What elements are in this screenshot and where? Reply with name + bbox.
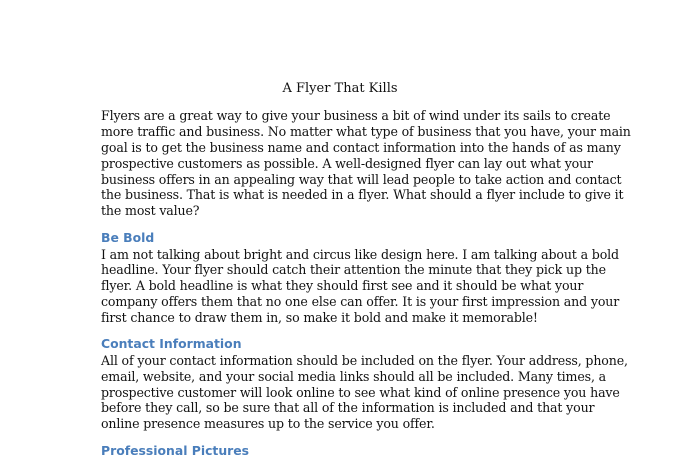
section-line: All of your contact information should be included on the flyer. Your address, phone,: [101, 353, 628, 368]
section-line: before they call, so be sure that all of the information is included and that your: [101, 400, 595, 415]
section-heading-contact-information: Contact Information: [101, 336, 242, 351]
intro-line: more traffic and business. No matter what type of business that you have, your main: [101, 124, 631, 139]
section-line: email, website, and your social media links should all be included. Many times, a: [101, 369, 607, 384]
section-line: I am not talking about bright and circus like design here. I am talking about a bold: [101, 247, 619, 262]
intro-line: business offers in an appealing way that will lead people to take action and contact: [101, 172, 622, 187]
section-line: first chance to draw them in, so make it bold and make it memorable!: [101, 310, 538, 325]
intro-line: the most value?: [101, 203, 200, 218]
intro-line: prospective customers as possible. A well-designed flyer can lay out what your: [101, 156, 593, 171]
section-line: flyer. A bold headline is what they should first see and it should be what your: [101, 278, 584, 293]
document-title: A Flyer That Kills: [282, 81, 398, 96]
section-heading-be-bold: Be Bold: [101, 230, 155, 245]
intro-line: goal is to get the business name and contact information into the hands of as many: [101, 140, 621, 155]
section-line: prospective customer will look online to see what kind of online presence you have: [101, 385, 620, 400]
intro-line: the business. That is what is needed in a flyer. What should a flyer include to give it: [101, 187, 624, 202]
section-line: headline. Your flyer should catch their attention the minute that they pick up the: [101, 262, 606, 277]
section-line: online presence measures up to the service you offer.: [101, 416, 435, 431]
intro-line: Flyers are a great way to give your business a bit of wind under its sails to create: [101, 108, 611, 123]
section-heading-professional-pictures: Professional Pictures: [101, 443, 250, 458]
section-line: company offers them that no one else can offer. It is your first impression and your: [101, 294, 620, 309]
